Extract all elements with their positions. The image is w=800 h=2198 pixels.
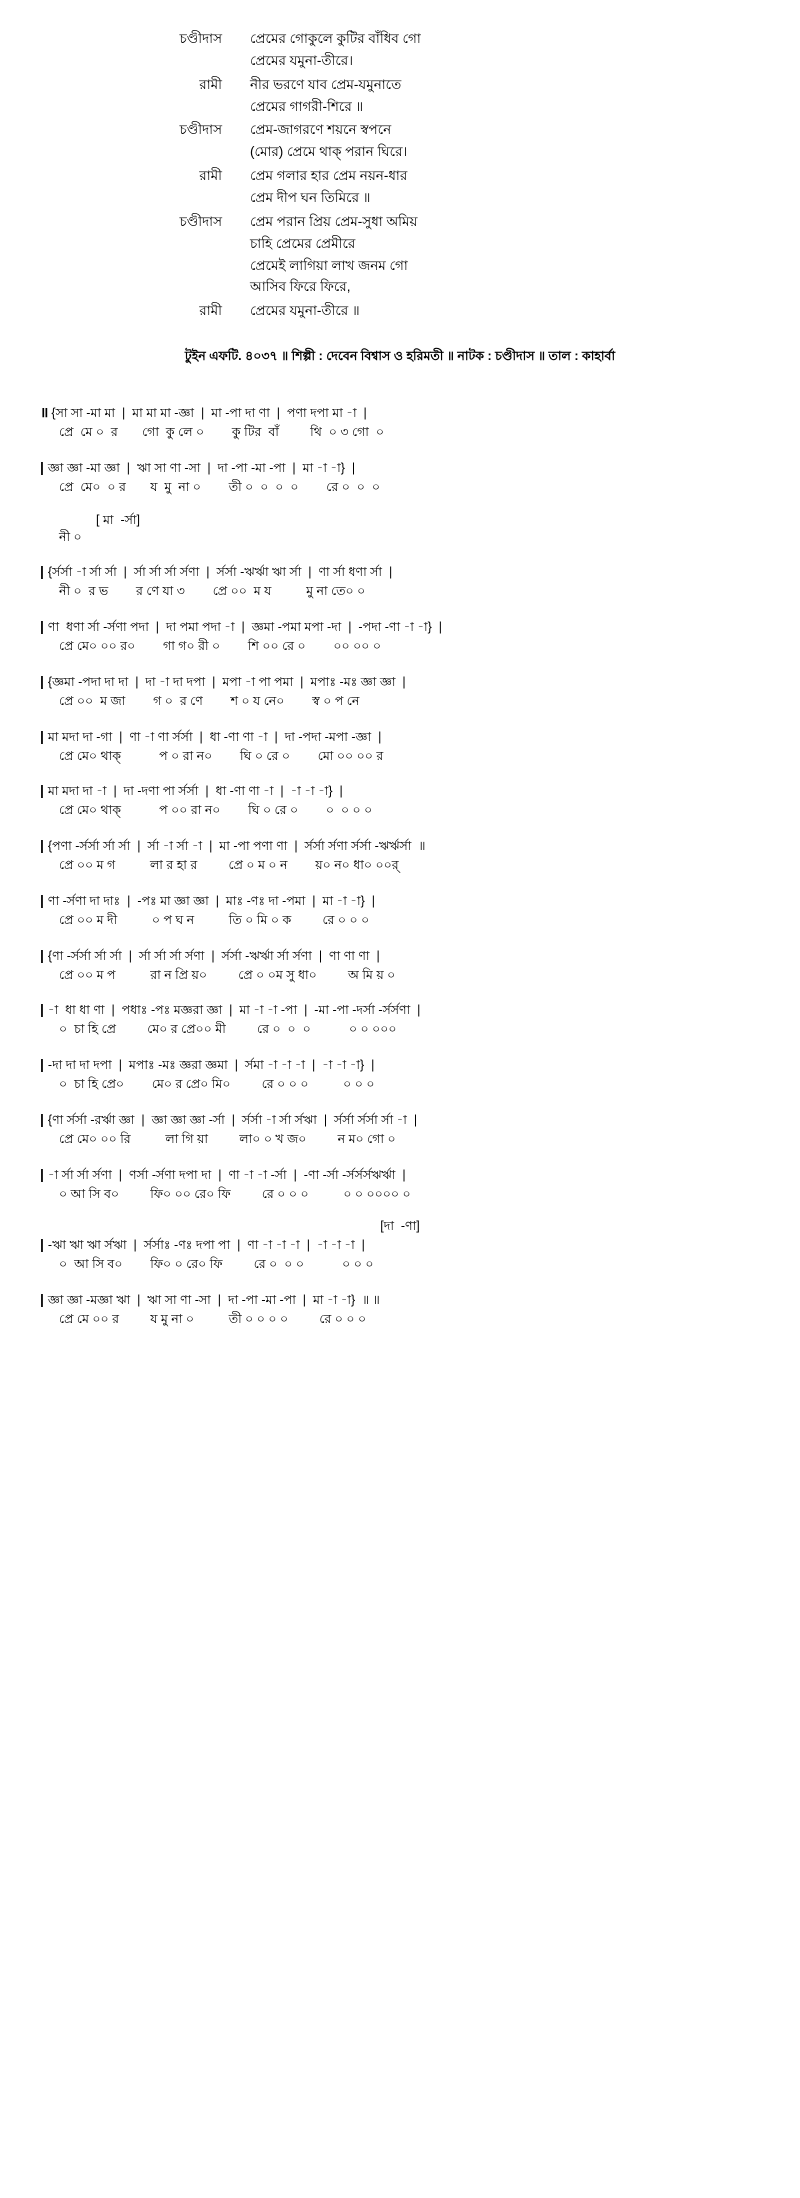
dialogue-speaker: রামী [199, 303, 222, 319]
barline-single: | [40, 1110, 44, 1127]
notation-lyric-row [40, 1185, 760, 1204]
dialogue-lines [250, 211, 760, 298]
notation-system [40, 1109, 760, 1149]
lyric-line: প্রে ০০ ম প রা ন প্রি য়০ প্রে ০ ০ম সু ধা০ অ মি য় ০ [59, 967, 396, 982]
notation-notes-row [40, 890, 760, 911]
barline-single: | [40, 1290, 44, 1307]
notation-notes-row [40, 1164, 760, 1185]
dialogue-row [120, 165, 760, 209]
notation-system [40, 1218, 760, 1274]
notation-system [40, 1289, 760, 1329]
lyric-line: নী ০ র ভ র ণে যা ৩ প্রে ০০ ম য মু না তে০ ০ [59, 584, 366, 599]
barline-single: | [40, 458, 44, 475]
notation-system [40, 835, 760, 875]
notation-lyric-row [40, 692, 760, 711]
barline-single: | [40, 946, 44, 963]
dialogue-speaker: চণ্ডীদাস [179, 213, 222, 229]
notation-systems [40, 402, 760, 1329]
notation-lyric-row [40, 1310, 760, 1329]
barline-single: | [40, 782, 44, 799]
dialogue-line: নীর ভরণে যাব প্রেম-যমুনাতে [250, 76, 402, 92]
notation-lyric-row [40, 423, 760, 442]
notation-system [40, 402, 760, 442]
bracketed-swara: [দা -ণা] [380, 1219, 420, 1234]
notation-lyric-row [40, 856, 760, 875]
notation-notes-row [40, 616, 760, 637]
notation-system [40, 616, 760, 656]
swara-line: {র্সর্সা -া র্সা র্সা | র্সা র্সা র্সা র্সণা | র্সর্সা -ঋর্ঋা ঋা র্সা | ণা র্সা ধণা র্সা | [47, 565, 393, 580]
lyric-line: প্রে মে০ থাক্ প ০০ রা ন০ ঘি ০ রে ০ ০ ০ ০ ০ [59, 803, 373, 818]
dialogue-line: প্রেমের যমুনা-তীরে ॥ [250, 303, 360, 319]
dialogue-row [120, 28, 760, 72]
dialogue-lines [250, 165, 760, 209]
dialogue-lines [250, 28, 760, 72]
swara-line: {পণা -র্সর্সা র্সা র্সা | র্সা -া র্সা -া | মা -পা পণা ণা | র্সর্সা র্সণা র্সর্সা -ঋর্ঋর্সা ॥ [47, 839, 426, 854]
dialogue-row [120, 119, 760, 163]
swara-line: মা মদা দা -া | দা -দণা পা র্সর্সা | ধা -ণা ণা -া | -া -া -া} | [47, 784, 343, 799]
swara-line: -দা দা দা দপা | মপাঃ -মঃ জ্ঞরা জ্ঞমা | র্সমা -া -া -া | -া -া -া} | [47, 1058, 375, 1073]
notation-notes-row [40, 945, 760, 966]
dialogue-line: প্রেমের যমুনা-তীরে। [250, 52, 354, 68]
swara-line: মা মদা দা -গা | ণা -া ণা র্সর্সা | ধা -ণা ণা -া | দা -পদা -মপা -জ্ঞা | [47, 729, 382, 744]
dialogue-lines [250, 74, 760, 118]
swara-line: -ঋা ঋা ঋা র্সঋা | র্সর্সাঃ -ণঃ দপা পা | ণা -া -া -া | -া -া -া | [47, 1238, 365, 1253]
dialogue-lines [250, 300, 760, 322]
notation-lyric-row [40, 478, 760, 497]
barline-single: | [40, 672, 44, 689]
dialogue-line: প্রেম গলার হার প্রেম নয়ন-ধার [250, 168, 408, 184]
notation-notes-row [40, 835, 760, 856]
swara-line: জ্ঞা জ্ঞা -মজ্ঞা ঋা | ঋা সা ণা -সা | দা -পা -মা -পা | মা -া -া} ॥ ॥ [47, 1292, 380, 1307]
lyric-line: প্রে ০০ ম গ লা র হা র প্রে ০ ম ০ ন য়০ ন০ ধা০ ০০র্ [59, 858, 399, 873]
lyric-line: প্রে মে০ ০ র য মু না ০ তী ০ ০ ০ ০ রে ০ ০ ০ [59, 479, 380, 494]
lyric-line: প্রে মে০ ০০ রি লা গি য়া লা০ ০ খ জ০ ন ম০ গো ০ [59, 1131, 396, 1146]
notation-system-inset [40, 512, 760, 547]
notation-system [40, 780, 760, 820]
dialogue-speaker: চণ্ডীদাস [179, 122, 222, 138]
dialogue-block [120, 28, 760, 322]
barline-single: | [40, 1236, 44, 1253]
notation-system [40, 890, 760, 930]
lyric-line: প্রে মে ০০ র য মু না ০ তী ০ ০ ০ ০ রে ০ ০ ০ [59, 1311, 367, 1326]
barline-single: | [40, 563, 44, 580]
lyric-line: ০ আ সি ব০ ফি০ ০০ রে০ ফি রে ০ ০ ০ ০ ০ ০০০০ ০ [59, 1186, 411, 1201]
dialogue-line: প্রেম-জাগরণে শয়নে স্বপনে [250, 122, 392, 138]
lyric-line: নী ০ [59, 529, 82, 544]
notation-notes-row [40, 457, 760, 478]
lyric-line: প্রে ০০ ম দী ০ প ঘ ন তি ০ মি ০ ক রে ০ ০ ০ [59, 912, 370, 927]
lyric-line: ০ আ সি ব০ ফি০ ০ রে০ ফি রে ০ ০ ০ ০ ০ ০ [59, 1257, 374, 1272]
lyric-line: প্রে মে ০ র গো কু লে ০ কু টির বাঁ থি ০ ৩ গো ০ [59, 425, 384, 440]
notation-lyric-row [40, 801, 760, 820]
notation-system [40, 561, 760, 601]
swara-line: জ্ঞা জ্ঞা -মা জ্ঞা | ঋা সা ণা -সা | দা -পা -মা -পা | মা -া -া} | [47, 460, 356, 475]
notation-lyric-row [40, 1075, 760, 1094]
swara-line: -া র্সা র্সা র্সণা | ণর্সা -র্সণা দপা দা | ণা -া -া -র্সা | -ণা -র্সা -র্সর্সর্সঋর্ঋা | [47, 1167, 406, 1182]
notation-notes-row [40, 402, 760, 423]
dialogue-speaker: রামী [199, 76, 222, 92]
dialogue-row [120, 211, 760, 298]
lyric-line: প্রে ০০ ম জা গ ০ র ণে শ ০ য নে০ স্ব ০ প নে [59, 693, 360, 708]
notation-lyric-row [40, 966, 760, 985]
dialogue-speaker: রামী [199, 168, 222, 184]
barline-single: | [40, 891, 44, 908]
notation-system [40, 999, 760, 1039]
dialogue-line: (মোর) প্রেমে থাক্ পরান ঘিরে। [250, 144, 408, 160]
notation-system [40, 671, 760, 711]
notation-system [40, 1054, 760, 1094]
notation-system [40, 945, 760, 985]
notation-system [40, 1164, 760, 1204]
swara-line: {ণা -র্সর্সা র্সা র্সা | র্সা র্সা র্সা র্সণা | র্সর্সা -ঋর্ঋা র্সা র্সণা | ণা ণা ণা | [47, 948, 380, 963]
swara-line: -া ধা ধা ণা | পধাঃ -পঃ মজ্ঞরা জ্ঞা | মা -া -া -পা | -মা -পা -দর্সা -র্সর্সণা | [47, 1003, 421, 1018]
dialogue-line: চাহি প্রেমের প্রেমীরে [250, 235, 356, 251]
notation-notes-row [40, 1234, 760, 1255]
notation-notes-row [40, 1289, 760, 1310]
barline-single: | [40, 1056, 44, 1073]
barline-single: | [40, 618, 44, 635]
notation-notes-row [40, 999, 760, 1020]
notation-notes-row [40, 1109, 760, 1130]
notation-lyric-row [40, 582, 760, 601]
notation-system [40, 457, 760, 497]
dialogue-line: প্রেম দীপ ঘন তিমিরে ॥ [250, 190, 371, 206]
swara-line: {ণা র্সর্সা -রর্ঋা জ্ঞা | জ্ঞা জ্ঞা জ্ঞা -র্সা | র্সর্সা -া র্সা র্সঋা | র্সর্সা র্সর্সা র্সা -া | [47, 1112, 418, 1127]
notation-notes-row [40, 561, 760, 582]
swara-line: ণা ধণা র্সা -র্সণা পদা | দা পমা পদা -া | জ্ঞমা -পমা মপা -দা | -পদা -ণা -া -া} | [47, 620, 442, 635]
dialogue-speaker: চণ্ডীদাস [179, 31, 222, 46]
notation-lyric-row [40, 528, 760, 547]
barline-single: | [40, 727, 44, 744]
notation-notes-row [40, 726, 760, 747]
swara-line: ণা -র্সণা দা দাঃ | -পঃ মা জ্ঞা জ্ঞা | মাঃ -ণঃ দা -পমা | মা -া -া} | [47, 893, 375, 908]
barline-double: ॥ [40, 404, 48, 421]
notation-lyric-row [40, 911, 760, 930]
notation-lyric-row [40, 1255, 760, 1274]
swara-line: {সা সা -মা মা | মা মা মা -জ্ঞা | মা -পা দা ণা | পণা দপা মা -া | [51, 406, 367, 421]
dialogue-line: প্রেমেই লাগিয়া লাখ জনম গো [250, 257, 408, 273]
barline-single: | [40, 1001, 44, 1018]
dialogue-line: প্রেম পরান প্রিয় প্রেম-সুধা অমিয় [250, 213, 418, 229]
dialogue-lines [250, 119, 760, 163]
barline-single: | [40, 837, 44, 854]
barline-single: | [40, 1165, 44, 1182]
notation-lyric-row [40, 637, 760, 656]
bracketed-swara: [ মা -র্সা] [96, 512, 140, 527]
lyric-line: ০ চা হি প্রে মে০ র প্রে০০ মী রে ০ ০ ০ ০ ০ ০০০ [59, 1022, 397, 1037]
notation-lyric-row [40, 747, 760, 766]
lyric-line: ০ চা হি প্রে০ মে০ র প্রে০ মি০ রে ০ ০ ০ ০ ০ ০ [59, 1077, 375, 1092]
dialogue-row [120, 74, 760, 118]
lyric-line: প্রে মে০ থাক্ প ০ রা ন০ ঘি ০ রে ০ মো ০০ ০০ র [59, 748, 384, 763]
dialogue-line: আসিব ফিরে ফিরে, [250, 279, 351, 295]
swara-line: {জ্ঞমা -পদা দা দা | দা -া দা দপা | মপা -া পা পমা | মপাঃ -মঃ জ্ঞা জ্ঞা | [47, 674, 406, 689]
record-credit-line: টুইন এফটি. ৪০৩৭ ॥ শিল্পী : দেবেন বিশ্বাস ও হরিমতী ॥ নাটক : চণ্ডীদাস ॥ তাল : কাহার্বা [184, 349, 616, 364]
lyric-line: প্রে মে০ ০০ র০ গা গ০ রী ০ শি ০০ রে ০ ০০ ০০ ০ [59, 639, 382, 654]
notation-notes-row [40, 1054, 760, 1075]
dialogue-line: প্রেমের গোকুলে কুটির বাঁধিব গো [250, 31, 421, 46]
dialogue-row [120, 300, 760, 322]
notation-notes-row [40, 671, 760, 692]
notation-system [40, 726, 760, 766]
notation-lyric-row [40, 1130, 760, 1149]
dialogue-line: প্রেমের গাগরী-শিরে ॥ [250, 98, 364, 114]
notation-notes-row [40, 780, 760, 801]
notation-lyric-row [40, 1020, 760, 1039]
